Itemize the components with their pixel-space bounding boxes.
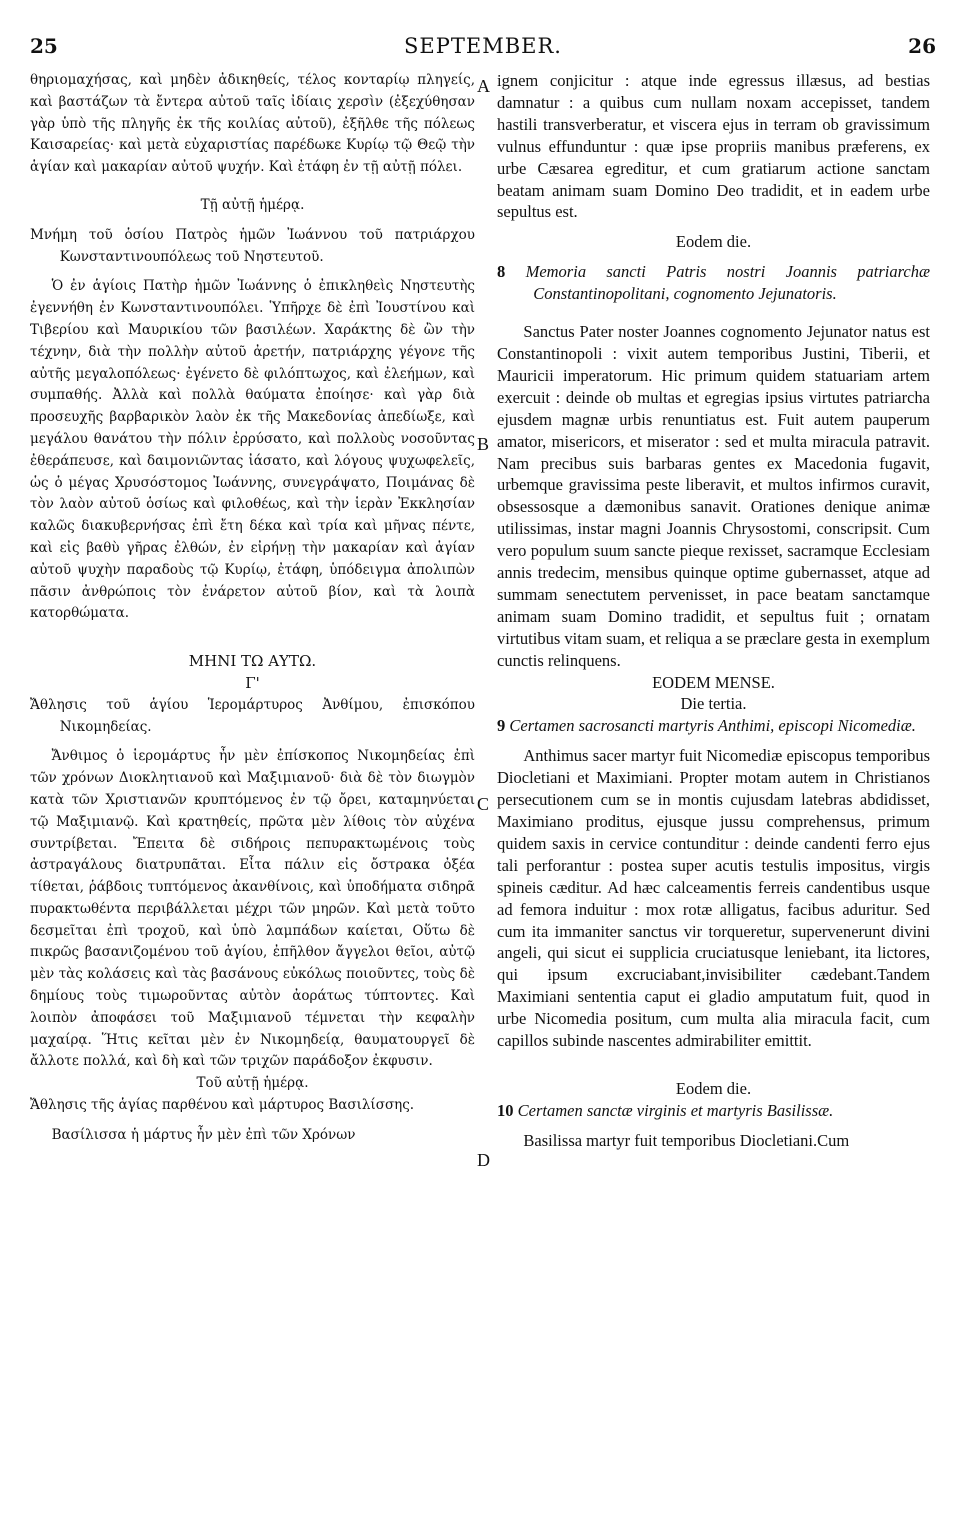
greek-month-heading: ΜΗΝΙ ΤΩ ΑΥΤΩ.	[188, 652, 317, 671]
greek-entry-title-3: Ἄθλησις τῆς ἁγίας παρθένου καὶ μάρτυρος Βασιλίσσης.	[30, 1097, 415, 1114]
latin-entry-title-2-text: Certamen sacrosancti martyris Anthimi, episcopi Nicomediæ.	[509, 716, 916, 736]
latin-entry-title-2	[497, 715, 930, 737]
latin-column	[497, 70, 930, 1152]
running-title: SEPTEMBER.	[404, 34, 562, 58]
latin-entry-text-1: Sanctus Pater noster Joannes cognomento Jejunator natus est Constantinopoli : vixit autem temporibus Justini, Tiberii, et Mauricii imperatorum. Hic primum quidem statuariam artem exercuit : deinde ob multas et egregias ipsius virtutes patriarcha ejusdem magnæ urbis renuntiatus est. Fuit autem pauperum amator, misericors, et miserator : sed et multa miracula patravit. Nam precibus suis barbaras gentes ex Macedonia fugavit, urbemque gravissima peste liberavit, et multos infirmos curavit, obsessosque a dæmonibus sanavit. Orationes denique animæ utilissimas, instar magni Joannis Chrysostomi, conscripsit. Cum vero populum suum sancte pieque rexisset, sacramque Ecclesiam annis tredecim, mensibus quinque optime gubernasset, atque ad summam senectutem pervenisset, in pace beatam sanctamque animam suam Domino tradidit, et sepultus fuit ; ornatam virtutibus vitam suam, et reliqua a se præclare gesta in exemplum cunctis relinquens.	[497, 322, 931, 670]
margin-letter-a: A	[477, 76, 490, 96]
greek-entry-text-1: Ὁ ἐν ἁγίοις Πατὴρ ἡμῶν Ἰωάννης ὁ ἐπικληθεὶς Νηστευτὴς ἐγεννήθη ἐν Κωνσταντινουπόλει. Ὑπῆρχε δὲ ἐπὶ Ἰουστίνου καὶ Τιβερίου καὶ Μαυρικίου τῶν βασιλέων. Χαράκτης δὲ ὢν τὴν τέχνην, διὰ τὴν πολλὴν αὐτοῦ ἀρετήν, πατριάρχης γέγονε τῆς αὐτῆς μεγαλοπόλεως· ἐγένετο δὲ φιλόπτωχος, καὶ ἐλεήμων, καὶ συμπαθής. Ἀλλὰ καὶ πολλὰ θαύματα ἐποίησε· καὶ γὰρ διὰ προσευχῆς βαρβαρικὸν λαὸν ἐκ τῆς Μακεδονίας ἀπεδίωξε, καὶ μεγάλου θανάτου τὴν πόλιν ἐρρύσατο, καὶ πολλοὺς νοσοῦντας ἐθεράπευσε, καὶ δαιμονιῶντας ἰάσατο, καὶ λόγους ψυχωφελεῖς, ὡς ὁ μέγας Χρυσόστομος Ἰωάννης, συνεγράψατο, Ποιμάνας δὲ τὸν λαὸν αὐτοῦ ὁσίως καὶ φιλοθέως, καὶ τὴν ἱερὰν Ἐκκλησίαν καλῶς διακυβερνήσας ἐπὶ ἔτη δέκα καὶ τρία καὶ μῆνας πέντε, καὶ εἰς βαθὺ γῆρας ἐλθών, ἐν εἰρήνῃ τὴν μακαρίαν καὶ ἁγίαν αὐτοῦ ψυχὴν παραδοὺς τῷ Κυρίῳ, ἐτάφη, ὑπόδειγμα ἀπολιπὼν πᾶσιν ἀνθρώποις τὸν ἐνάρετον αὐτοῦ βίον, καὶ τὰ λοιπὰ κατορθώματα.	[30, 278, 475, 622]
latin-entry-text-2: Anthimus sacer martyr fuit Nicomediæ episcopus temporibus Diocletiani et Maximiani. Propter motam autem in Christianos persecutionem cum se in montis cujusdam latebras abdidisset, Maximiano proditus, ejusque jussu comprehensus, primum quidem saxis in cervice contunditur : deinde candenti ferro ejus tali perforantur : postea super acutis testulis impositus, virgis spineis cæditur. Ad hæc calceamentis ferreis candentibus usque ad femora induitur : mox rotæ alligatus, facibus aduritur. Sed cum ita immaniter sanctus vir torqueretur, supervenerunt divini angeli, qui sicut ei supplicia cruciatusque leniebant, ita lictores, qui ipsum excruciabant,invisibiliter cædebant.Tandem Maximiani sententia caput ei gladio amputatum fuit, quod in urbe Nicomedia positum, cum multa alia miracula facit, cum capillos subinde nascentes admirabiliter emittit.	[497, 746, 930, 1051]
greek-day-heading-2: Τοῦ αὐτῇ ἡμέρᾳ.	[196, 1075, 309, 1092]
margin-letter-c: C	[477, 794, 490, 814]
latin-month-heading: EODEM MENSE.	[652, 672, 775, 692]
page-number-right: 26	[908, 34, 936, 58]
latin-entry-number-2: 9	[497, 716, 506, 736]
latin-entry-number-1: 8	[497, 262, 506, 282]
latin-day-heading-2: Eodem die.	[675, 1078, 752, 1098]
latin-day-heading-1: Eodem die.	[675, 232, 752, 252]
greek-intro: θηριομαχήσας, καὶ μηδὲν ἀδικηθείς, τέλος κονταρίῳ πληγείς, καὶ βαστάζων τὰ ἔντερα αὐτοῦ ταῖς ἰδίαις χερσὶν (ἐξεχύθησαν γὰρ ὑπὸ τῆς πληγῆς ἐκ τῆς κοιλίας αὐτοῦ), ἐξῆλθε τῆς πόλεως Καισαρείας· καὶ μετὰ εὐχαριστίας παρέδωκε Κυρίῳ τῷ Θεῷ τὴν ἁγίαν καὶ μακαρίαν αὐτοῦ ψυχήν. Καὶ ἐτάφη ἐν τῇ αὐτῇ πόλει.	[30, 72, 475, 176]
latin-entry-title-1-text: Memoria sancti Patris nostri Joannis patriarchæ Constantinopolitani, cognomento Jejunatoris.	[525, 262, 931, 304]
greek-entry-title-2: Ἄθλησις τοῦ ἁγίου Ἱερομάρτυρος Ἀνθίμου, ἐπισκόπου Νικομηδείας.	[30, 696, 475, 735]
greek-month-day: Γ'	[245, 673, 260, 692]
latin-entry-title-3	[497, 1100, 930, 1122]
greek-entry-text-3: Βασίλισσα ἡ μάρτυς ἦν μὲν ἐπὶ τῶν Χρόνων	[51, 1126, 356, 1143]
greek-column	[30, 70, 475, 1147]
latin-entry-text-3: Basilissa martyr fuit temporibus Diocletiani.Cum	[523, 1130, 850, 1150]
latin-entry-title-1	[497, 261, 930, 305]
greek-day-heading-1: Τῇ αὐτῇ ἡμέρᾳ.	[200, 196, 305, 213]
greek-entry-text-2: Ἄνθιμος ὁ ἱερομάρτυς ἦν μὲν ἐπίσκοπος Νικομηδείας ἐπὶ τῶν χρόνων Διοκλητιανοῦ καὶ Μαξιμιανοῦ· διὰ δὲ τὸν διωγμὸν κατὰ τῶν Χριστιανῶν κρυπτόμενος ἐν τῷ ὄρει, καταμηνύεται τῷ Μαξιμιανῷ. Καὶ κρατηθείς, πρῶτα μὲν λίθοις τὸν αὐχένα συντρίβεται. Ἔπειτα δὲ σιδήροις πεπυρακτωμένοις τοὺς ἀστραγάλους διατρυπᾶται. Εἶτα πάλιν εἰς ὄστρακα ὀξέα τίθεται, ῥάβδοις τυπτόμενος ἀκανθίνοις, καὶ ὑποδήματα σιδηρᾶ πυρακτωθέντα περιβάλλεται μέχρι τῶν μηρῶν. Καὶ μετὰ τοῦτο δεσμεῖται ἐπὶ τροχοῦ, καὶ ὑπὸ λαμπάδων καίεται, Οὕτω δὲ πικρῶς βασανιζομένου τοῦ ἁγίου, ἐπῆλθον ἄγγελοι θεῖοι, αὐτῷ μὲν τὰς κολάσεις καὶ τὰς βασάνους εὐκόλως ποιοῦντες, τοὺς δὲ δημίους τοὺς τιμωροῦντας αὐτὸν ἀοράτως τύπτοντες. Καὶ λοιπὸν ἀποφάσει τοῦ Μαξιμιανοῦ τέμνεται τὴν κεφαλὴν μαχαίρᾳ. Ἥτις κεῖται μὲν ἐν Νικομηδείᾳ, θαυματουργεῖ δὲ ἄλλοτε πολλά, καὶ δὴ καὶ τῶν τριχῶν παράδοξον ἐκφυσιν.	[30, 748, 475, 1070]
margin-letter-b: B	[477, 434, 490, 454]
greek-entry-title-1: Μνήμη τοῦ ὁσίου Πατρὸς ἡμῶν Ἰωάννου τοῦ πατριάρχου Κωνσταντινουπόλεως τοῦ Νηστευτοῦ.	[30, 226, 475, 265]
margin-letter-d: D	[477, 1150, 490, 1170]
page-header	[0, 34, 966, 62]
latin-entry-number-3: 10	[497, 1100, 514, 1120]
latin-intro: ignem conjicitur : atque inde egressus illæsus, ad bestias damnatur : a quibus cum nullam noxam accepisset, tandem hastili transverberatur, et viscera ejus in terram ob gravissimum vulnus effunduntur : quæ ipse propriis manibus præferens, ex urbe Cæsarea egreditur, et cum gratiarum actione sanctam beatam animam suam Domino Deo tradidit, et in eadem urbe sepultus est.	[497, 71, 930, 222]
page-number-left: 25	[30, 34, 58, 58]
latin-entry-title-3-text: Certamen sanctæ virginis et martyris Basilissæ.	[517, 1100, 834, 1120]
latin-month-day: Die tertia.	[680, 694, 747, 714]
